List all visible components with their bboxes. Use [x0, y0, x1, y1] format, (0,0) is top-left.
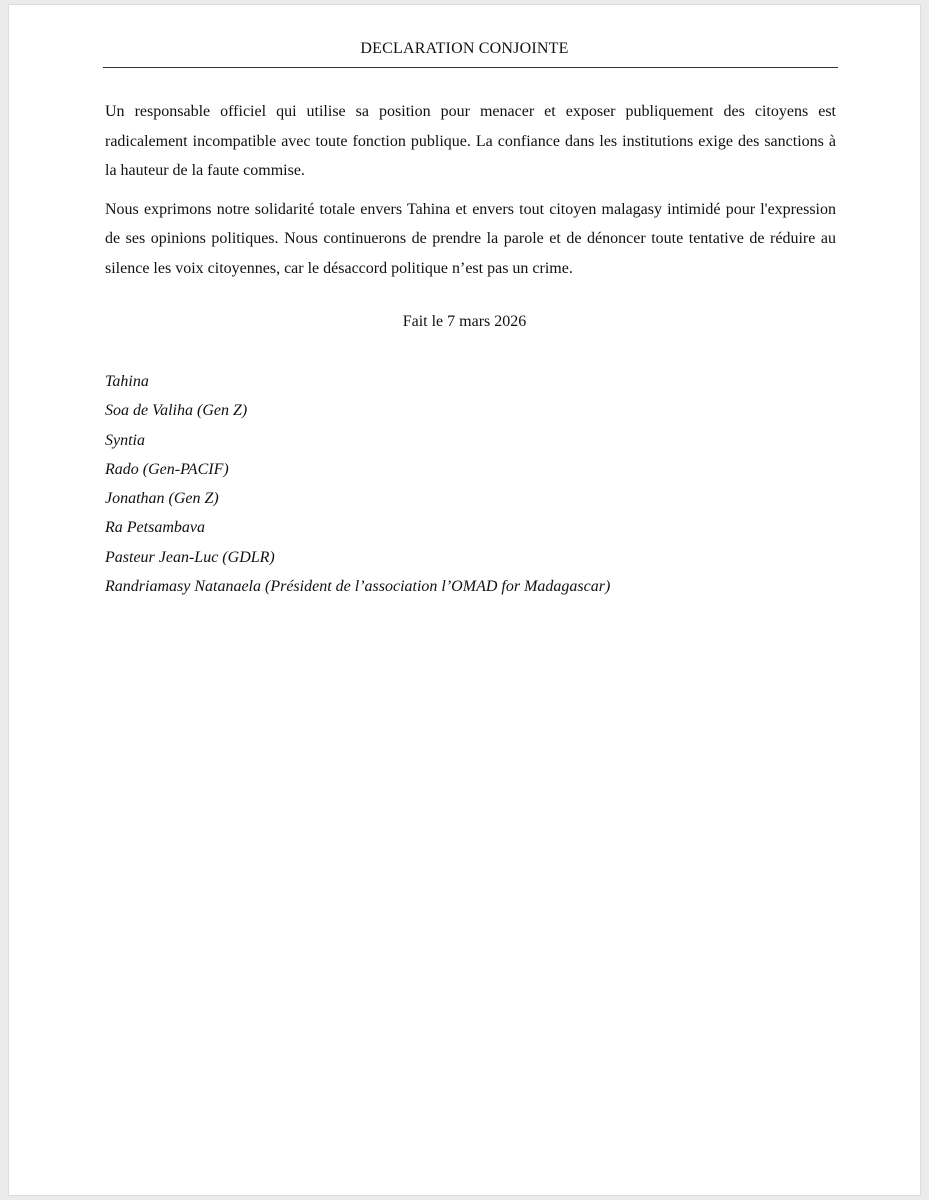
signatory: Rado (Gen-PACIF) [105, 460, 229, 478]
document-page [8, 4, 921, 1196]
document-title: DECLARATION CONJOINTE [360, 40, 569, 57]
signatory: Soa de Valiha (Gen Z) [105, 402, 248, 420]
date-line: Fait le 7 mars 2026 [402, 313, 527, 330]
document-body [105, 97, 836, 283]
signatories-list [105, 367, 610, 601]
signatory: Jonathan (Gen Z) [105, 490, 219, 508]
signatory: Randriamasy Natanaela (Président de l’association l’OMAD for Madagascar) [105, 578, 611, 596]
paragraph-1: Un responsable officiel qui utilise sa position pour menacer et exposer publiquement des citoyens est radicalement incompatible avec toute fonction publique. La confiance dans les institutions exige des sanctions à la hauteur de la faute commise. [105, 103, 836, 179]
signatory: Ra Petsambava [105, 519, 205, 537]
header-divider [103, 67, 838, 68]
paragraph-2: Nous exprimons notre solidarité totale envers Tahina et envers tout citoyen malagasy intimidé pour l'expression de ses opinions politiques. Nous continuerons de prendre la parole et de dénoncer toute tentative de réduire au silence les voix citoyennes, car le désaccord politique n’est pas un crime. [105, 200, 836, 277]
signatory: Tahina [105, 373, 149, 390]
signatory: Syntia [105, 431, 145, 449]
signatory: Pasteur Jean-Luc (GDLR) [105, 548, 275, 566]
